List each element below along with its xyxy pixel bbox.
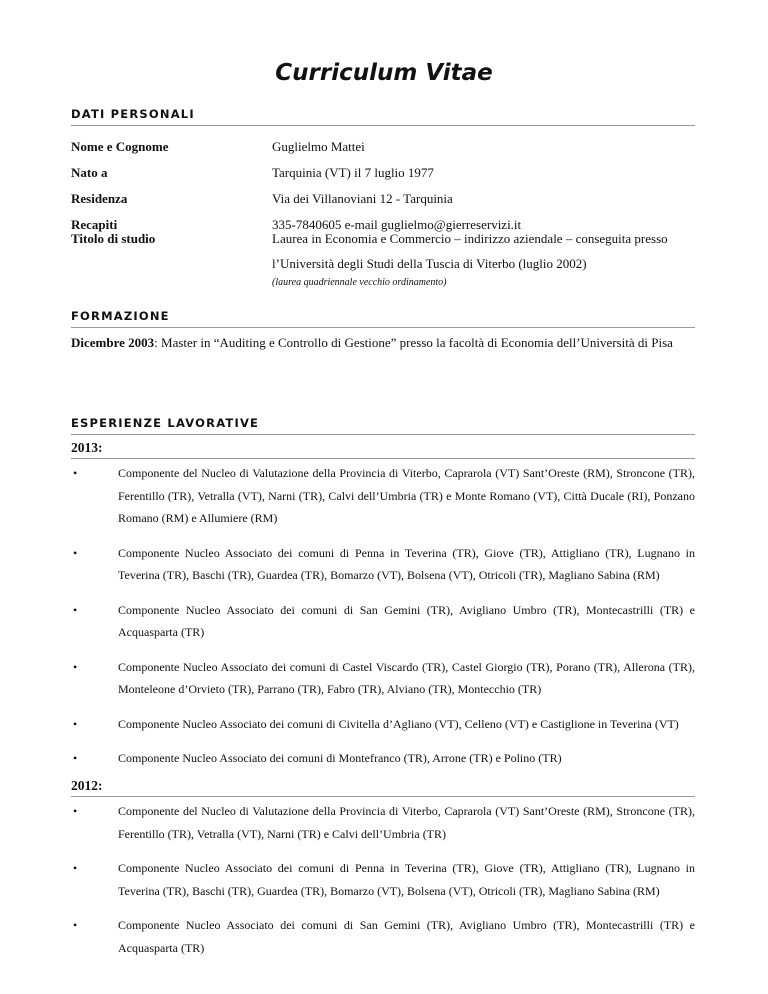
list-item (71, 747, 695, 770)
list-item (71, 857, 695, 902)
bullet-icon: • (73, 751, 78, 765)
degree-note: (laurea quadriennale vecchio ordinamento) (272, 277, 447, 288)
list-item-text: Componente del Nucleo di Valutazione della Provincia di Viterbo, Caprarola (VT) Sant’Oreste (RM), Stroncone (TR), Ferentillo (TR), Vetralla (VT), Narni (TR) e Calvi dell’Umbria (TR) (118, 804, 695, 841)
year-divider (71, 458, 695, 459)
bullet-icon: • (73, 716, 78, 731)
experience-year: 2013: (71, 440, 103, 455)
personal-label: Residenza (71, 191, 128, 206)
bullet-icon: • (73, 918, 78, 932)
personal-value: Guglielmo Mattei (272, 139, 365, 154)
list-item (71, 462, 695, 530)
bullet-icon: • (73, 861, 78, 875)
personal-value: Via dei Villanoviani 12 - Tarquinia (272, 191, 453, 206)
list-item-text: Componente Nucleo Associato dei comuni di Penna in Teverina (TR), Giove (TR), Attigliano (TR), Lugnano in Teverina (TR), Baschi (TR), Guardea (TR), Bomarzo (VT), Bolsena (VT), Otricoli (TR), Magliano Sabina (RM) (118, 545, 695, 582)
education-entry (71, 331, 695, 354)
bullet-icon: • (73, 602, 78, 617)
personal-label: Nato a (71, 165, 108, 180)
education-text: : Master in “Auditing e Controllo di Gestione” presso la facoltà di Economia dell’Università di Pisa (154, 335, 673, 350)
personal-value: 335-7840605 e-mail guglielmo@gierreservizi.it (272, 217, 522, 232)
list-item (71, 656, 695, 701)
list-item (71, 914, 695, 959)
section-heading-personal: DATI PERSONALI (71, 107, 695, 126)
list-item-text: Componente Nucleo Associato dei comuni di Castel Viscardo (TR), Castel Giorgio (TR), Porano (TR), Allerona (TR), Monteleone d’Orvieto (TR), Parrano (TR), Fabro (TR), Alviano (TR), Montecchio (TR) (118, 659, 695, 696)
bullet-icon: • (73, 466, 78, 480)
list-item (71, 542, 695, 587)
bullet-icon: • (73, 659, 78, 674)
experience-list-2013 (71, 462, 695, 782)
section-heading-education: FORMAZIONE (71, 309, 695, 328)
personal-value: Tarquinia (VT) il 7 luglio 1977 (272, 165, 434, 180)
section-heading-experience: ESPERIENZE LAVORATIVE (71, 416, 695, 435)
personal-label: Nome e Cognome (71, 139, 169, 154)
bullet-icon: • (73, 545, 78, 560)
list-item-text: Componente Nucleo Associato dei comuni di Penna in Teverina (TR), Giove (TR), Attigliano (TR), Lugnano in Teverina (TR), Baschi (TR), Guardea (TR), Bomarzo (VT), Bolsena (VT), Otricoli (TR), Magliano Sabina (RM) (118, 861, 695, 898)
year-divider (71, 796, 695, 797)
experience-list-2012 (71, 800, 695, 971)
list-item-text: Componente Nucleo Associato dei comuni di Montefranco (TR), Arrone (TR) e Polino (TR) (118, 751, 562, 765)
bullet-icon: • (73, 804, 78, 818)
list-item-text: Componente del Nucleo di Valutazione della Provincia di Viterbo, Caprarola (VT) Sant’Oreste (RM), Stroncone (TR), Ferentillo (TR), Vetralla (VT), Narni (TR), Calvi dell’Umbria (TR) e Monte Romano (VT), Città Ducale (RI), Ponzano Romano (RM) e Allumiere (RM) (118, 466, 695, 525)
personal-label: Titolo di studio (71, 231, 156, 246)
document-title: Curriculum Vitae (275, 60, 493, 86)
list-item-text: Componente Nucleo Associato dei comuni di San Gemini (TR), Avigliano Umbro (TR), Montecastrilli (TR) e Acquasparta (TR) (118, 602, 695, 639)
list-item-text: Componente Nucleo Associato dei comuni di Civitella d’Agliano (VT), Celleno (VT) e Castiglione in Teverina (VT) (118, 716, 679, 731)
personal-label: Recapiti (71, 217, 118, 232)
list-item (71, 800, 695, 845)
list-item-text: Componente Nucleo Associato dei comuni di San Gemini (TR), Avigliano Umbro (TR), Montecastrilli (TR) e Acquasparta (TR) (118, 918, 695, 955)
education-date: Dicembre 2003 (71, 335, 155, 350)
personal-value: Laurea in Economia e Commercio – indirizzo aziendale – conseguita presso l’Università degli Studi della Tuscia di Viterbo (luglio 2002) (272, 231, 668, 271)
list-item (71, 713, 695, 736)
list-item (71, 599, 695, 644)
experience-year: 2012: (71, 778, 103, 793)
